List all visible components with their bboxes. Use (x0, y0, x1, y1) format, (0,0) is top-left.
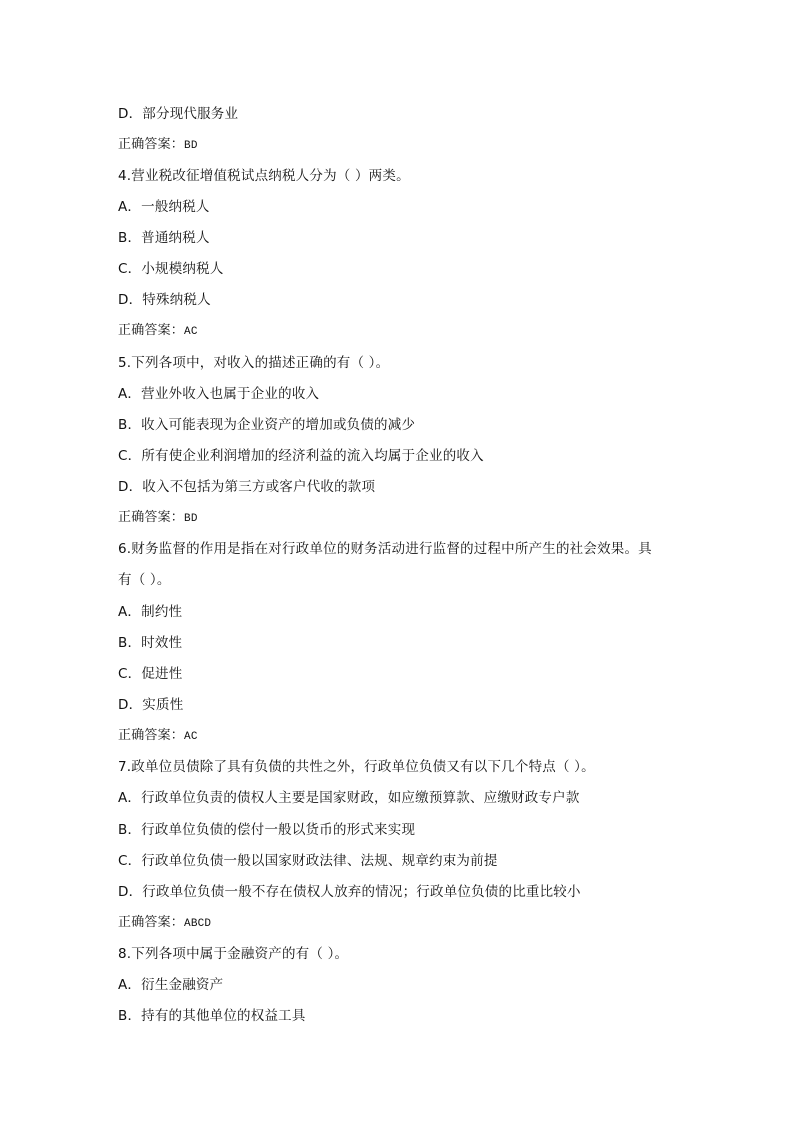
answer-q4 (118, 321, 678, 342)
option-d-q4: D．特殊纳税人 (118, 292, 211, 308)
option-c-q4: C．小规模纳税人 (118, 261, 224, 277)
option-d-q5: D．收入不包括为第三方或客户代收的款项 (118, 479, 376, 495)
option-a-q4: A．一般纳税人 (118, 199, 210, 215)
answer-value: AC (184, 731, 198, 743)
option-b-q7: B．行政单位负债的偿付一般以货币的形式来实现 (118, 822, 416, 838)
answer-label: 正确答案： (118, 510, 185, 525)
answer-value: BD (184, 140, 198, 152)
option-a-q6: A．制约性 (118, 604, 183, 620)
option-b-q8: B．持有的其他单位的权益工具 (118, 1008, 306, 1024)
option-c-q7: C．行政单位负债一般以国家财政法律、法规、规章约束为前提 (118, 853, 498, 869)
question-6: 6.财务监督的作用是指在对行政单位的财务活动进行监督的过程中所产生的社会效果。具 (118, 541, 652, 557)
option-a-q7: A．行政单位负责的债权人主要是国家财政，如应缴预算款、应缴财政专户款 (118, 790, 580, 806)
option-a-q5: A．营业外收入也属于企业的收入 (118, 386, 320, 402)
option-b-q4: B．普通纳税人 (118, 230, 210, 246)
answer-label: 正确答案： (118, 323, 185, 338)
option-d-q6: D．实质性 (118, 697, 184, 713)
question-6-continued: 有（ ）。 (118, 572, 171, 588)
answer-value: ABCD (184, 918, 212, 930)
option-a-q8: A．衍生金融资产 (118, 977, 224, 993)
answer-q3 (118, 135, 678, 156)
option-d-q3: D．部分现代服务业 (118, 106, 239, 122)
answer-q7 (118, 913, 678, 934)
question-8: 8.下列各项中属于金融资产的有（ ）。 (118, 946, 349, 962)
option-b-q6: B．时效性 (118, 635, 183, 651)
answer-q5 (118, 508, 678, 529)
answer-label: 正确答案： (118, 137, 185, 152)
option-c-q6: C．促进性 (118, 666, 183, 682)
answer-label: 正确答案： (118, 915, 185, 930)
question-4: 4.营业税改征增值税试点纳税人分为（ ）两类。 (118, 168, 410, 184)
answer-value: AC (184, 326, 198, 338)
option-d-q7: D．行政单位负债一般不存在债权人放弃的情况；行政单位负债的比重比较小 (118, 884, 581, 900)
question-7: 7.政单位员债除了具有负债的共性之外，行政单位负债又有以下几个特点（ ）。 (118, 759, 595, 775)
option-c-q5: C．所有使企业利润增加的经济利益的流入均属于企业的收入 (118, 448, 484, 464)
question-5: 5.下列各项中，对收入的描述正确的有（ ）。 (118, 355, 390, 371)
answer-label: 正确答案： (118, 728, 185, 743)
answer-q6 (118, 726, 678, 747)
answer-value: BD (184, 513, 198, 525)
option-b-q5: B．收入可能表现为企业资产的增加或负债的减少 (118, 417, 416, 433)
